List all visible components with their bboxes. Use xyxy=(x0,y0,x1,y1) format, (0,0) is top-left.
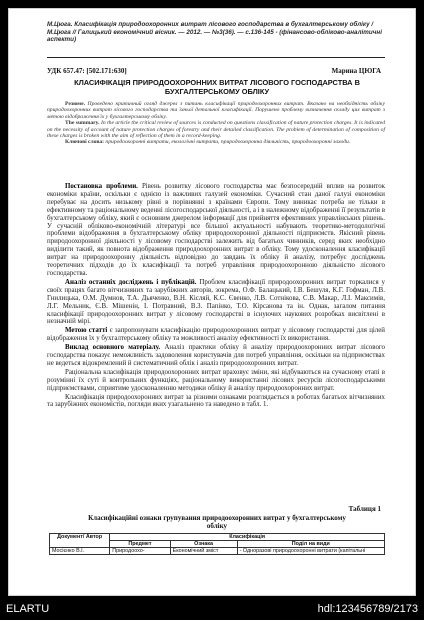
header-types: Поділ на види xyxy=(237,541,384,548)
paragraph-problem xyxy=(47,183,385,278)
abstract-ua-text: Проведено критичний огляд джерел з питань класифікації природоохоронних витрат. Вказано на необхідність обліку природоохоронних витрат лісового господарства та їхньої детальної класифікації. Порушено проблему визначення складу цих витрат з метою відображення їх у бухгалтерському обліку. xyxy=(47,101,385,120)
paragraph-goal xyxy=(47,327,385,343)
udk-code: УДК 657.47: [502.171:630] xyxy=(47,67,127,75)
footer-bar xyxy=(0,600,424,620)
abstract-en-text: In the article the critical review of sources is conducted on questions classification of nature protection charges. It is indicated on the necessity of account of nature protection charges of forestry and their detailed classification. The problem of determination of composition of these charges is broken with the aim of reflection of them in a record-keeping. xyxy=(47,120,386,140)
classification-table xyxy=(49,533,385,555)
cell-subject: Природоохо- xyxy=(110,548,170,555)
article-title: КЛАСИФІКАЦІЯ ПРИРОДООХОРОННИХ ВИТРАТ ЛІСОВОГО ГОСПОДАРСТВА В БУХГАЛТЕРСЬКОМУ ОБЛІКУ xyxy=(74,78,360,96)
paragraph-table-ref: Класифікація природоохоронних витрат за різними ознаками розглядається в роботах багатьох вітчизняних та зарубіжних економістів, погляди яких узагальнено та наведено в табл. 1. xyxy=(47,393,385,409)
lead-main: Виклад основного матеріалу. xyxy=(65,344,161,352)
text-goal: є запропонувати класифікацію природоохоронних витрат у лісовому господарстві для цілей відображення їх у бухгалтерському обліку та можливості аналізу ефективності їх використання. xyxy=(47,327,385,343)
header-subject: Предмет xyxy=(110,541,170,548)
table-row xyxy=(50,548,385,555)
handle-id: hdl:123456789/2173 xyxy=(317,603,418,615)
abstracts xyxy=(47,101,385,146)
header-rule xyxy=(47,57,385,58)
header-author: Документ/ Автор xyxy=(50,534,110,548)
table-title: Класифікаційні ознаки групування природоохоронних витрат у бухгалтерському обліку xyxy=(88,514,346,530)
header-classification: Класифікація xyxy=(110,534,385,541)
author-name: Марина ЦЮГА xyxy=(331,67,381,75)
abstract-ua xyxy=(47,101,385,120)
abstract-en-label: The summary. xyxy=(65,120,100,127)
abstract-en xyxy=(47,120,385,139)
repository-name: ELARTU xyxy=(6,603,50,615)
citation: М.Цюга. Класифікація природоохоронних витрат лісового господарства в бухгалтерському обліку / М.Цюга // Галицький економічний вісник. — 2012. — №3(36). — с.136-145 - (фінансово-обліково-аналітичні аспекти) xyxy=(47,21,382,44)
paragraph-main xyxy=(47,344,385,368)
paragraph-classification: Раціональна класифікація природоохоронних витрат враховує зміни, які відбуваються на сучасному етапі в розумінні їх суті й контрольних функціях, раціональному використанні лісових ресурсів лісогосподарськими підприємствами, сприятиме удосконаленню методики обліку й аналізу природоохоронних витрат. xyxy=(47,368,385,392)
text-problem: Рівень розвитку лісового господарства має безпосередній вплив на розвиток економіки країни, оскільки є однією із важливих галузей економіки. Сучасний стан даної галузі економіки перебуває на досить низькому рівні в порівнянні з країнами Європи. Тому виникає потреба не тільки в ефективному та раціональному веденні лісогосподарської діяльності, а і в належному відображенні її результатів в бухгалтерському обліку, який є основним джерелом інформації для прийняття ефективних управлінських рішень. У сучасній обліково-економічній літературі все більшої актуальності набувають теоретико-методологічні проблеми відображення в бухгалтерському обліку природоохоронної діяльності підприємств. Якісний рівень природоохоронної діяльності у лісовому господарстві залежить від багатьох чинників, серед яких необхідно виділити такий, як повнота відображення природоохоронних витрат в обліку. Тому удосконалення класифікації витрат на природоохоронну діяльність відповідно до завдань їх обліку й аналізу, потребує досліджень теоретичних підходів до їх класифікації та потреб управління природоохоронною діяльністю лісового господарства. xyxy=(47,183,386,277)
text-main: Аналіз практики обліку й аналізу природоохоронних витрат лісового господарства показує неможливість задоволення користувачів для потреб управління, оскільки на підприємствах не ведеться відокремлений й систематичний облік і аналіз природоохоронних витрат. xyxy=(47,344,385,367)
scanned-page xyxy=(8,8,416,596)
keywords-label: Ключові слова: xyxy=(65,139,105,146)
header-sign: Ознака xyxy=(170,541,237,548)
table-number: Таблиця 1 xyxy=(348,505,381,513)
table-header-row xyxy=(50,534,385,541)
cell-types: - Одноразові природоохоронні витрати (капітальні xyxy=(237,548,384,555)
keywords xyxy=(47,139,385,145)
keywords-text: природоохоронні витрати, екологічні витрати, природоохоронна діяльність, природоохоронні заходи. xyxy=(105,139,351,146)
lead-problem: Постановка проблеми. xyxy=(65,183,138,190)
abstract-ua-label: Резюме. xyxy=(65,101,85,107)
lead-analysis: Аналіз останніх досліджень і публікацій. xyxy=(65,278,197,286)
cell-sign: Економічний зміст xyxy=(170,548,237,555)
cell-author: Мосієнко В.І. xyxy=(50,548,110,555)
lead-goal: Метою статті xyxy=(65,327,108,335)
paragraph-analysis xyxy=(47,279,385,326)
article-body xyxy=(47,183,385,410)
text-analysis: Проблем класифікації природоохоронних витрат торкалися у своїх працях багато вітчизняних та зарубіжних авторів, зокрема, О.Ф. Балацький, І.В. Бешуля, К.Г. Гофман, Л.В. Гнилицька, О.М. Думнов, Т.А. Дьяченко, В.Н. Кісляй, К.С. Євенко, Л.В. Сотнікова, С.В. Макар, Л.І. Максимів, Л.Г. Мельник, Є.В. Мішенін, І. Потравний, В.З. Папінко, Т.О. Кірсанова та ін. Однак, загалом питання класифікації природоохоронних витрат у лісовому господарстві в існуючих наукових розробках висвітлені в незначній мірі. xyxy=(47,278,385,326)
